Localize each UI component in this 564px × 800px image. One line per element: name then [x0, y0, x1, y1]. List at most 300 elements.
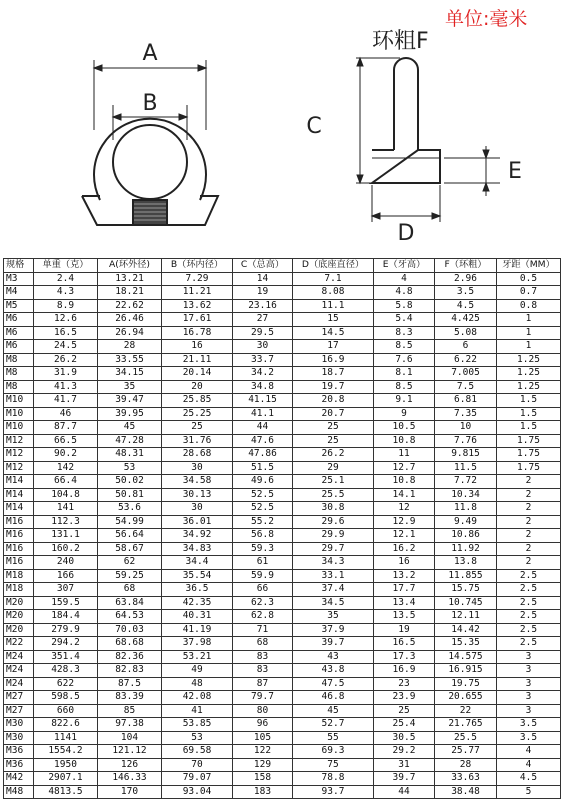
- table-cell: 8.3: [374, 326, 435, 340]
- table-cell: 29.6: [293, 515, 374, 529]
- table-cell: 47.86: [233, 448, 293, 462]
- table-cell: 26.94: [98, 326, 162, 340]
- table-cell: 79.07: [162, 772, 233, 786]
- table-row: [4, 637, 561, 651]
- table-cell: 6.22: [435, 353, 497, 367]
- table-cell: 46: [34, 407, 98, 421]
- table-cell: 87.5: [98, 677, 162, 691]
- table-cell: 1.5: [497, 407, 561, 421]
- table-cell: 4.8: [374, 286, 435, 300]
- table-cell: 15: [293, 313, 374, 327]
- spec-table: [3, 258, 561, 799]
- table-cell: 4.3: [34, 286, 98, 300]
- table-cell: 1: [497, 326, 561, 340]
- table-cell: 2.96: [435, 272, 497, 286]
- table-cell: M42: [4, 772, 34, 786]
- table-row: [4, 488, 561, 502]
- column-header: E（牙高）: [374, 259, 435, 273]
- table-cell: 0.8: [497, 299, 561, 313]
- table-cell: 184.4: [34, 610, 98, 624]
- table-cell: 56.64: [98, 529, 162, 543]
- table-cell: 16.5: [34, 326, 98, 340]
- table-cell: 4813.5: [34, 785, 98, 799]
- table-cell: M16: [4, 556, 34, 570]
- table-cell: 69.58: [162, 745, 233, 759]
- table-cell: 69.3: [293, 745, 374, 759]
- table-cell: 2: [497, 529, 561, 543]
- table-cell: 3: [497, 691, 561, 705]
- dim-a-label: A: [142, 41, 158, 66]
- table-cell: 18.21: [98, 286, 162, 300]
- table-row: [4, 367, 561, 381]
- table-row: [4, 556, 561, 570]
- table-row: [4, 394, 561, 408]
- table-cell: 42.08: [162, 691, 233, 705]
- table-cell: 2907.1: [34, 772, 98, 786]
- dim-e-label: E: [508, 159, 522, 184]
- table-cell: 4.425: [435, 313, 497, 327]
- table-cell: 30: [162, 502, 233, 516]
- table-cell: 25.4: [374, 718, 435, 732]
- table-cell: 18.7: [293, 367, 374, 381]
- table-cell: M10: [4, 394, 34, 408]
- table-cell: M24: [4, 650, 34, 664]
- table-cell: 53: [162, 731, 233, 745]
- table-cell: 2: [497, 475, 561, 489]
- table-cell: 79.7: [233, 691, 293, 705]
- table-cell: 25: [293, 434, 374, 448]
- table-cell: 96: [233, 718, 293, 732]
- table-cell: 2: [497, 542, 561, 556]
- front-view: [82, 60, 218, 225]
- table-row: [4, 448, 561, 462]
- table-cell: 68: [233, 637, 293, 651]
- table-cell: M36: [4, 745, 34, 759]
- table-cell: M30: [4, 731, 34, 745]
- table-cell: M5: [4, 299, 34, 313]
- table-cell: 59.3: [233, 542, 293, 556]
- table-cell: 112.3: [34, 515, 98, 529]
- table-cell: 6: [435, 340, 497, 354]
- table-row: [4, 515, 561, 529]
- table-cell: 16.915: [435, 664, 497, 678]
- table-cell: 0.7: [497, 286, 561, 300]
- table-cell: 7.6: [374, 353, 435, 367]
- table-cell: 5.08: [435, 326, 497, 340]
- table-cell: M10: [4, 407, 34, 421]
- table-cell: 62.8: [233, 610, 293, 624]
- table-cell: 52.5: [233, 488, 293, 502]
- table-cell: 83: [233, 664, 293, 678]
- dim-c-label: C: [306, 114, 322, 139]
- table-body: [4, 272, 561, 799]
- unit-label: 单位:毫米: [445, 8, 528, 30]
- table-cell: 83: [233, 650, 293, 664]
- table-cell: 45: [293, 704, 374, 718]
- table-cell: 1.75: [497, 434, 561, 448]
- table-cell: 41.1: [233, 407, 293, 421]
- table-cell: 31.9: [34, 367, 98, 381]
- table-cell: 39.47: [98, 394, 162, 408]
- table-cell: 1: [497, 313, 561, 327]
- table-cell: 14.42: [435, 623, 497, 637]
- table-cell: 25.5: [435, 731, 497, 745]
- table-cell: 1141: [34, 731, 98, 745]
- table-cell: 34.15: [98, 367, 162, 381]
- dim-d-label: D: [397, 221, 415, 246]
- table-cell: 5.8: [374, 299, 435, 313]
- table-cell: 14.575: [435, 650, 497, 664]
- table-cell: 71: [233, 623, 293, 637]
- table-cell: 7.35: [435, 407, 497, 421]
- table-cell: 3.5: [497, 731, 561, 745]
- table-cell: M3: [4, 272, 34, 286]
- table-cell: 2: [497, 515, 561, 529]
- table-row: [4, 745, 561, 759]
- table-cell: 17.7: [374, 583, 435, 597]
- table-cell: 70.03: [98, 623, 162, 637]
- table-cell: 11.855: [435, 569, 497, 583]
- table-cell: 37.4: [293, 583, 374, 597]
- table-cell: 17.61: [162, 313, 233, 327]
- table-cell: 2: [497, 556, 561, 570]
- table-cell: 13.5: [374, 610, 435, 624]
- table-cell: 66: [233, 583, 293, 597]
- table-cell: 29.2: [374, 745, 435, 759]
- table-row: [4, 664, 561, 678]
- table-cell: 3: [497, 677, 561, 691]
- table-cell: 41.15: [233, 394, 293, 408]
- table-cell: 27: [233, 313, 293, 327]
- table-cell: 10.8: [374, 434, 435, 448]
- table-cell: 12.9: [374, 515, 435, 529]
- table-cell: 25: [293, 421, 374, 435]
- table-cell: 183: [233, 785, 293, 799]
- table-row: [4, 596, 561, 610]
- table-cell: 48.31: [98, 448, 162, 462]
- table-cell: 16: [374, 556, 435, 570]
- table-cell: 55: [293, 731, 374, 745]
- table-cell: 15.35: [435, 637, 497, 651]
- table-cell: 30.8: [293, 502, 374, 516]
- table-cell: 8.1: [374, 367, 435, 381]
- table-cell: M48: [4, 785, 34, 799]
- table-cell: 104: [98, 731, 162, 745]
- table-cell: 24.5: [34, 340, 98, 354]
- table-cell: 2.5: [497, 596, 561, 610]
- table-cell: M10: [4, 421, 34, 435]
- table-cell: 141: [34, 502, 98, 516]
- table-cell: 3: [497, 664, 561, 678]
- table-cell: 10.5: [374, 421, 435, 435]
- table-cell: 1.25: [497, 380, 561, 394]
- table-cell: 129: [233, 758, 293, 772]
- table-cell: M6: [4, 313, 34, 327]
- column-header: C（总高）: [233, 259, 293, 273]
- table-cell: 14: [233, 272, 293, 286]
- table-cell: 23.16: [233, 299, 293, 313]
- table-cell: 31: [374, 758, 435, 772]
- table-cell: 9: [374, 407, 435, 421]
- table-cell: 49.6: [233, 475, 293, 489]
- table-cell: 2.5: [497, 637, 561, 651]
- table-cell: 83.39: [98, 691, 162, 705]
- table-cell: 7.005: [435, 367, 497, 381]
- table-cell: 82.83: [98, 664, 162, 678]
- table-cell: 52.5: [233, 502, 293, 516]
- table-cell: M14: [4, 475, 34, 489]
- table-cell: M16: [4, 515, 34, 529]
- table-cell: 19: [233, 286, 293, 300]
- table-row: [4, 691, 561, 705]
- table-cell: 2.5: [497, 583, 561, 597]
- table-cell: 1.75: [497, 461, 561, 475]
- table-cell: M4: [4, 286, 34, 300]
- table-row: [4, 475, 561, 489]
- table-cell: 822.6: [34, 718, 98, 732]
- table-cell: 2.5: [497, 569, 561, 583]
- table-cell: M8: [4, 353, 34, 367]
- table-cell: 121.12: [98, 745, 162, 759]
- table-cell: 25.77: [435, 745, 497, 759]
- table-cell: 11.5: [435, 461, 497, 475]
- table-cell: 307: [34, 583, 98, 597]
- table-cell: 44: [374, 785, 435, 799]
- table-cell: 16.9: [374, 664, 435, 678]
- table-cell: 62: [98, 556, 162, 570]
- table-row: [4, 650, 561, 664]
- column-header: F（环粗）: [435, 259, 497, 273]
- table-cell: 53.6: [98, 502, 162, 516]
- table-cell: 93.7: [293, 785, 374, 799]
- table-cell: 29.9: [293, 529, 374, 543]
- table-row: [4, 434, 561, 448]
- table-cell: 25.1: [293, 475, 374, 489]
- table-cell: 10.745: [435, 596, 497, 610]
- table-row: [4, 502, 561, 516]
- table-cell: 34.3: [293, 556, 374, 570]
- table-cell: M12: [4, 461, 34, 475]
- table-cell: 55.2: [233, 515, 293, 529]
- table-cell: 34.2: [233, 367, 293, 381]
- table-cell: 29.7: [293, 542, 374, 556]
- table-cell: 49: [162, 664, 233, 678]
- table-cell: 39.7: [293, 637, 374, 651]
- table-cell: 11.92: [435, 542, 497, 556]
- table-cell: 12.1: [374, 529, 435, 543]
- table-cell: M8: [4, 367, 34, 381]
- table-cell: 23: [374, 677, 435, 691]
- table-cell: 36.5: [162, 583, 233, 597]
- table-cell: 4: [374, 272, 435, 286]
- table-cell: 16: [162, 340, 233, 354]
- table-cell: 20.655: [435, 691, 497, 705]
- table-cell: 10.34: [435, 488, 497, 502]
- table-cell: 97.38: [98, 718, 162, 732]
- table-cell: 45: [98, 421, 162, 435]
- table-cell: 126: [98, 758, 162, 772]
- table-cell: 12: [374, 502, 435, 516]
- table-cell: 7.1: [293, 272, 374, 286]
- table-cell: 66.5: [34, 434, 98, 448]
- table-cell: 3.5: [435, 286, 497, 300]
- table-cell: 46.8: [293, 691, 374, 705]
- column-header: B（环内径）: [162, 259, 233, 273]
- table-cell: 85: [98, 704, 162, 718]
- table-cell: 11.21: [162, 286, 233, 300]
- table-cell: 10: [435, 421, 497, 435]
- table-cell: 13.2: [374, 569, 435, 583]
- table-cell: 294.2: [34, 637, 98, 651]
- table-cell: 25: [374, 704, 435, 718]
- table-cell: 5: [497, 785, 561, 799]
- table-cell: 13.62: [162, 299, 233, 313]
- table-cell: 8.5: [374, 380, 435, 394]
- table-cell: 36.01: [162, 515, 233, 529]
- table-cell: 10.86: [435, 529, 497, 543]
- table-cell: 2.4: [34, 272, 98, 286]
- table-cell: 279.9: [34, 623, 98, 637]
- table-row: [4, 461, 561, 475]
- table-cell: 16.9: [293, 353, 374, 367]
- table-cell: 8.08: [293, 286, 374, 300]
- table-cell: 7.76: [435, 434, 497, 448]
- table-cell: 47.6: [233, 434, 293, 448]
- table-cell: 44: [233, 421, 293, 435]
- table-cell: 16.78: [162, 326, 233, 340]
- table-cell: M27: [4, 704, 34, 718]
- table-cell: 1.25: [497, 353, 561, 367]
- table-cell: M14: [4, 488, 34, 502]
- table-cell: 21.765: [435, 718, 497, 732]
- table-row: [4, 704, 561, 718]
- table-cell: 17.3: [374, 650, 435, 664]
- table-cell: 82.36: [98, 650, 162, 664]
- table-row: [4, 718, 561, 732]
- table-cell: 47.28: [98, 434, 162, 448]
- table-cell: 104.8: [34, 488, 98, 502]
- table-cell: 15.75: [435, 583, 497, 597]
- table-cell: 13.8: [435, 556, 497, 570]
- table-cell: 50.81: [98, 488, 162, 502]
- table-cell: 52.7: [293, 718, 374, 732]
- table-cell: 105: [233, 731, 293, 745]
- table-cell: 35: [293, 610, 374, 624]
- table-cell: 56.8: [233, 529, 293, 543]
- table-cell: 1: [497, 340, 561, 354]
- table-cell: 1.5: [497, 421, 561, 435]
- table-cell: 25.85: [162, 394, 233, 408]
- table-cell: 12.6: [34, 313, 98, 327]
- table-cell: 34.4: [162, 556, 233, 570]
- table-cell: 37.9: [293, 623, 374, 637]
- table-cell: 3: [497, 650, 561, 664]
- table-cell: 2: [497, 502, 561, 516]
- table-cell: 75: [293, 758, 374, 772]
- table-cell: 11: [374, 448, 435, 462]
- table-row: [4, 340, 561, 354]
- table-cell: M6: [4, 326, 34, 340]
- table-cell: 58.67: [98, 542, 162, 556]
- table-cell: 63.84: [98, 596, 162, 610]
- table-cell: M27: [4, 691, 34, 705]
- table-cell: M18: [4, 569, 34, 583]
- table-cell: 41.19: [162, 623, 233, 637]
- table-cell: 34.83: [162, 542, 233, 556]
- table-cell: 31.76: [162, 434, 233, 448]
- table-cell: M6: [4, 340, 34, 354]
- table-cell: M22: [4, 637, 34, 651]
- table-cell: 146.33: [98, 772, 162, 786]
- table-cell: 30: [233, 340, 293, 354]
- table-row: [4, 286, 561, 300]
- table-cell: 9.815: [435, 448, 497, 462]
- table-cell: 11.8: [435, 502, 497, 516]
- table-cell: 428.3: [34, 664, 98, 678]
- table-cell: 39.95: [98, 407, 162, 421]
- table-cell: 34.5: [293, 596, 374, 610]
- table-cell: 8.5: [374, 340, 435, 354]
- table-cell: 159.5: [34, 596, 98, 610]
- table-cell: 8.9: [34, 299, 98, 313]
- table-cell: 1.75: [497, 448, 561, 462]
- table-cell: 2.5: [497, 610, 561, 624]
- table-cell: 1.5: [497, 394, 561, 408]
- table-cell: 598.5: [34, 691, 98, 705]
- table-cell: 59.25: [98, 569, 162, 583]
- table-cell: 20.8: [293, 394, 374, 408]
- table-cell: M20: [4, 610, 34, 624]
- table-cell: 13.4: [374, 596, 435, 610]
- table-row: [4, 542, 561, 556]
- table-row: [4, 610, 561, 624]
- table-cell: 1554.2: [34, 745, 98, 759]
- column-header: A(环外径): [98, 259, 162, 273]
- table-cell: 622: [34, 677, 98, 691]
- table-cell: M24: [4, 664, 34, 678]
- table-cell: 4: [497, 745, 561, 759]
- table-cell: M20: [4, 596, 34, 610]
- table-cell: 29: [293, 461, 374, 475]
- table-cell: 62.3: [233, 596, 293, 610]
- table-cell: 53.85: [162, 718, 233, 732]
- table-cell: 25.5: [293, 488, 374, 502]
- table-cell: 21.11: [162, 353, 233, 367]
- table-cell: 51.5: [233, 461, 293, 475]
- column-header: 单重（克）: [34, 259, 98, 273]
- table-header-row: [4, 259, 561, 273]
- table-cell: 122: [233, 745, 293, 759]
- table-row: [4, 731, 561, 745]
- table-row: [4, 758, 561, 772]
- table-cell: 4: [497, 758, 561, 772]
- table-cell: 23.9: [374, 691, 435, 705]
- table-cell: 6.81: [435, 394, 497, 408]
- table-cell: 28: [435, 758, 497, 772]
- table-cell: 22.62: [98, 299, 162, 313]
- table-cell: 35: [98, 380, 162, 394]
- table-cell: 53: [98, 461, 162, 475]
- table-cell: 142: [34, 461, 98, 475]
- table-row: [4, 299, 561, 313]
- table-cell: 37.98: [162, 637, 233, 651]
- table-cell: 33.7: [233, 353, 293, 367]
- table-cell: 78.8: [293, 772, 374, 786]
- table-cell: 48: [162, 677, 233, 691]
- table-cell: 7.72: [435, 475, 497, 489]
- table-cell: 50.02: [98, 475, 162, 489]
- table-cell: 25.25: [162, 407, 233, 421]
